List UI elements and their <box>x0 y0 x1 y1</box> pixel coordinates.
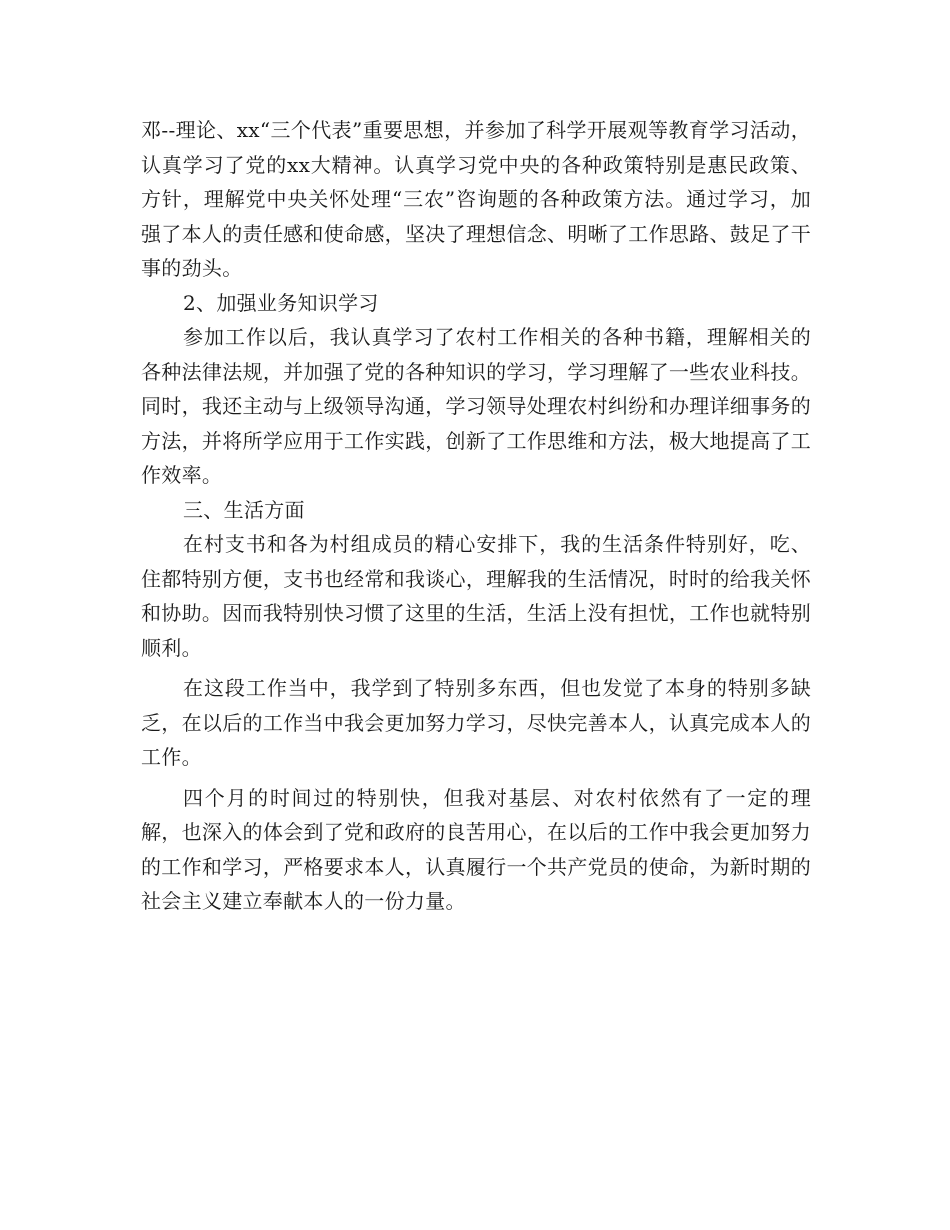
section-heading-life: 三、生活方面 <box>183 497 305 522</box>
section-heading-business-knowledge: 2、加强业务知识学习 <box>183 290 379 315</box>
paragraph-reflection: 在这段工作当中，我学到了特别多东西，但也发觉了本身的特别多缺乏，在以后的工作当中我会更加努力学习，尽快完善本人，认真完成本人的工作。 <box>141 676 811 769</box>
paragraph-conclusion: 四个月的时间过的特别快，但我对基层、对农村依然有了一定的理解，也深入的体会到了党和政府的良苦用心，在以后的工作中我会更加努力的工作和学习，严格要求本人，认真履行一个共产党员的使命，为新时期的社会主义建立奉献本人的一份力量。 <box>141 785 811 913</box>
paragraph-business-study: 参加工作以后，我认真学习了农村工作相关的各种书籍，理解相关的各种法律法规，并加强了党的各种知识的学习，学习理解了一些农业科技。同时，我还主动与上级领导沟通，学习领导处理农村纠纷和办理详细事务的方法，并将所学应用于工作实践，创新了工作思维和方法，极大地提高了工作效率。 <box>141 325 811 487</box>
paragraph-theory-study: 邓--理论、xx“三个代表”重要思想，并参加了科学开展观等教育学习活动，认真学习了党的xx大精神。认真学习党中央的各种政策特别是惠民政策、方针，理解党中央关怀处理“三农”咨询题的各种政策方法。通过学习，加强了本人的责任感和使命感，坚决了理想信念、明晰了工作思路、鼓足了干事的劲头。 <box>141 118 811 280</box>
paragraph-life: 在村支书和各为村组成员的精心安排下，我的生活条件特别好，吃、住都特别方便，支书也经常和我谈心，理解我的生活情况，时时的给我关怀和协助。因而我特别快习惯了这里的生活，生活上没有担忧，工作也就特别顺利。 <box>141 532 811 660</box>
document-page <box>141 113 811 919</box>
